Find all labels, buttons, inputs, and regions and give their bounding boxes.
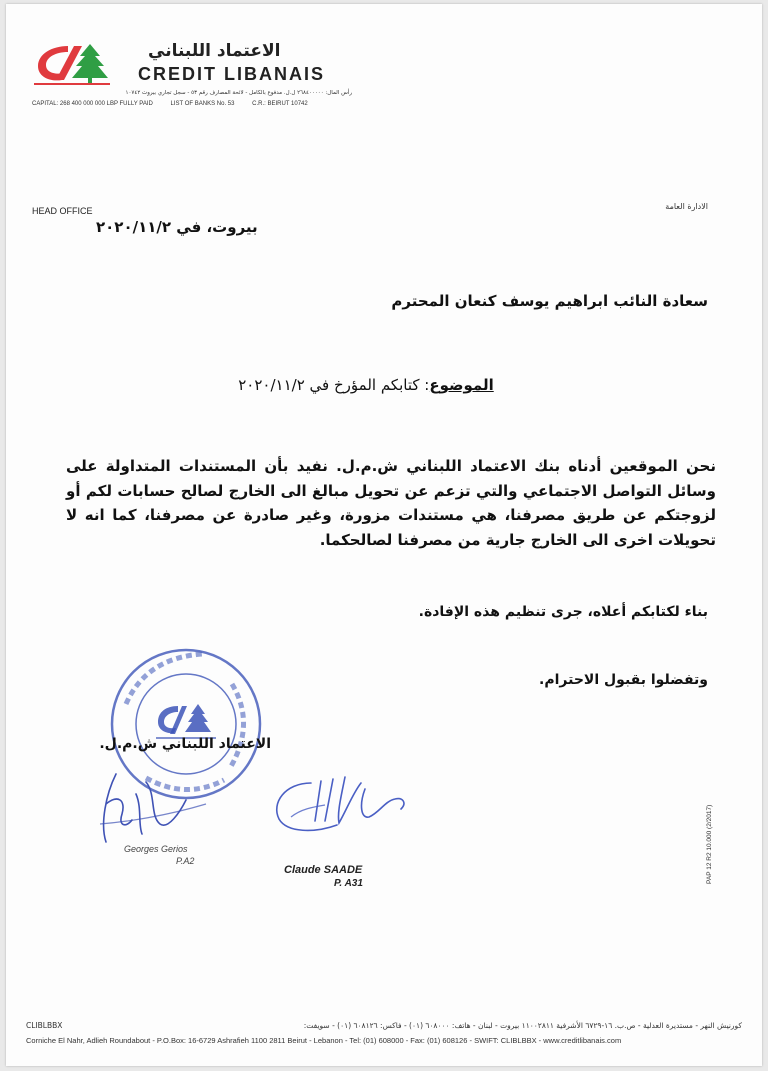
footer-address-english: Corniche El Nahr, Adlieh Roundabout - P.O.Box: 16-6729 Ashrafieh 1100 2811 Beirut - Lebanon - Tel: (01) 608000 - Fax: (01) 608126 - SWIFT: CLIBLBBX - www.creditlibanais.com	[26, 1036, 622, 1045]
footer-address-arabic	[26, 1021, 742, 1030]
signer2-name: Claude SAADE	[284, 864, 363, 876]
footer-line-arabic: كورنيش النهر - مستديرة العدلية - ص.ب. ١٦-٦٧٢٩ الأشرفية ١١٠٠٢٨١١ بيروت - لبنان - هاتف: ٦٠٨٠٠٠ (٠١) - فاكس: ٦٠٨١٢٦ (٠١) - سويفت:	[303, 1021, 742, 1030]
signature-claude-saade	[261, 769, 421, 849]
commercial-register-en: C.R.: BEIRUT 10742	[252, 101, 308, 107]
closing-statement: بناء لكتابكم أعلاه، جرى تنظيم هذه الإفادة.	[418, 604, 708, 620]
signer2-title: P. A31	[334, 878, 363, 889]
list-of-banks-en: LIST OF BANKS No. 53	[170, 101, 235, 107]
capital-info-arabic: رأس المال: ٢٦٨٤٠٠٠٠٠ ل.ل. مدفوع بالكامل - لائحة المصارف رقم ٥٣ - سجل تجاري بيروت ١٠٧٤٢	[125, 90, 352, 96]
brand-name-arabic: الاعتماد اللبناني	[148, 41, 281, 61]
signer1-title: P.A2	[176, 856, 195, 866]
head-office-label-arabic: الادارة العامة	[665, 202, 708, 211]
footer-swift-code: CLIBLBBX	[26, 1021, 63, 1030]
subject-label: الموضوع	[429, 376, 494, 394]
credit-libanais-logo	[30, 40, 112, 88]
capital-en: CAPITAL: 268 400 000 000 LBP FULLY PAID	[32, 101, 153, 107]
signer1-name: Georges Gerios	[124, 844, 188, 854]
subject-text: : كتابكم المؤرخ في ٢٠٢٠/١١/٢	[238, 376, 430, 394]
brand-name-english: CREDIT LIBANAIS	[138, 64, 325, 84]
letter-body: نحن الموقعين أدناه بنك الاعتماد اللبناني ش.م.ل. نفيد بأن المستندات المتداولة على وسائل التواصل الاجتماعي والتي تزعم عن تحويل مبالغ الى الخارج لصالح حسابات لكم أو لزوجتكم عن طريق مصرفنا، هي مستندات مزورة، وغير صادرة عن مصرفنا، كما انه لا تحويلات اخرى الى الخارج جارية من مصرفنا لصالحكما.	[66, 457, 716, 549]
closing-greeting: وتفضلوا بقبول الاحترام.	[539, 672, 708, 688]
company-signature-line: الاعتماد اللبناني ش.م.ل.	[99, 736, 271, 752]
letter-date: بيروت، في ٢٠٢٠/١١/٢	[96, 218, 258, 236]
letter-page	[6, 4, 762, 1066]
signature-georges-gerios	[86, 764, 226, 854]
capital-info-english	[32, 101, 324, 107]
head-office-label-english: HEAD OFFICE	[32, 206, 93, 216]
form-reference-code: PAP 12 R2 10.000 (2/2017)	[706, 804, 713, 884]
letter-subject	[156, 376, 576, 394]
letter-recipient: سعادة النائب ابراهيم يوسف كنعان المحترم	[391, 292, 708, 310]
